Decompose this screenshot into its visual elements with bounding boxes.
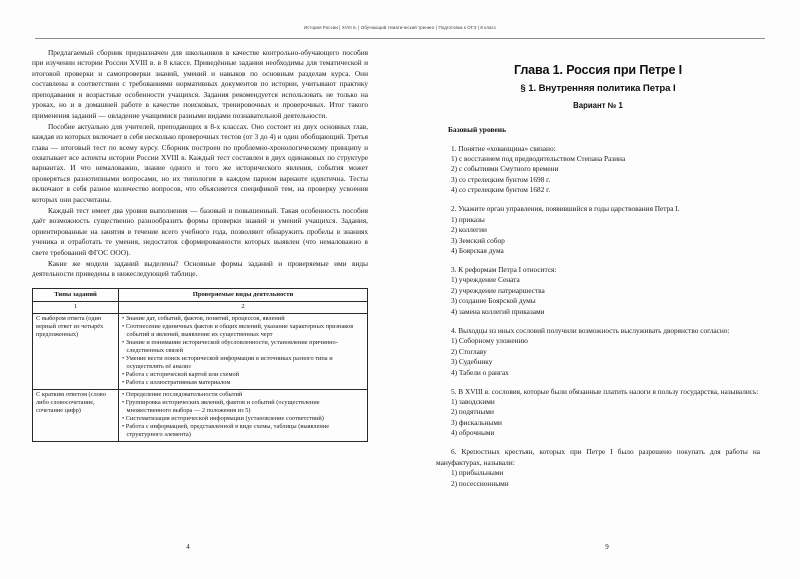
question-stem: 1. Понятие «хованщина» связано: <box>451 143 556 153</box>
activities-short-answer <box>119 389 368 441</box>
task-type-choice: С выбором ответа (один верный ответ из четырёх предложенных) <box>33 313 119 389</box>
table-number-row <box>33 302 368 314</box>
question-1 <box>436 144 760 196</box>
option-item[interactable]: 4) Боярская дума <box>451 246 504 256</box>
question-stem: 6. Крепостных крестьян, которых при Петре I было разрешено покупать для работы на мануфактурах, называли: <box>436 447 760 467</box>
running-header: История России | XVIII в. | Обучающий тематический тренинг | Подготовка к ОГЭ | 8 класс <box>303 25 497 30</box>
option-item[interactable]: 2) подятными <box>451 407 494 417</box>
option-item[interactable]: 3) фискальными <box>451 417 502 427</box>
question-stem: 4. Выходцы из иных сословий получили возможность выслуживать дворянство согласно: <box>451 325 730 335</box>
task-models-table <box>32 288 368 441</box>
question-stem: 5. В XVIII в. сословия, которые были обязанные платить налоги в пользу государства, назывались: <box>451 386 759 396</box>
question-stem: 3. К реформам Петра I относится: <box>451 265 557 275</box>
activity-item: • Определение последовательности событий <box>122 391 243 399</box>
activity-item: • Работа с информацией, представленной в виде схемы, таблицы (выявление структурного элемента) <box>122 422 330 438</box>
question-4 <box>436 326 760 378</box>
option-item[interactable]: 2) с событиями Смутного времени <box>451 164 559 174</box>
option-item[interactable]: 3) создание Боярской думы <box>451 296 536 306</box>
activity-item: • Группировка исторических явлений, фактов и событий (осуществление множественного выбора — 2 положения из 5) <box>122 399 320 414</box>
question-3 <box>436 265 760 317</box>
task-type-short-answer: С кратким ответом (слово либо словосочетание, сочетание цифр) <box>33 389 119 441</box>
column-number-2: 2 <box>119 302 368 314</box>
section-title: § 1. Внутренняя политика Петра I <box>520 83 676 94</box>
intro-paragraph-2: Пособие актуально для учителей, преподающих в 8-х классах. Оно состоит из двух основных глав, каждая из которых включает в себя несколько проверочных тестов (от 3 до 4) и один обобщающий. Третья глава — итоговый тест по всему курсу. Сборник построен по проблемно-хронологическому принципу и охватывает все аспекты истории России XVIII в. Каждый тест составлен в двух одинаковых по структуре вариантах. И что немаловажно, знание одного и того же исторического явления, события может проверяться разнотипными вопросами, но их типология в каждом парном варианте идентична. Тесты включают в себя разное количество вопросов, что объясняется спецификой тем, на проверку усвоения которых они рассчитаны. <box>32 121 368 204</box>
intro-paragraph-3: Каждый тест имеет два уровня выполнения — базовый и повышенный. Такая особенность пособия даёт возможность существенно разнообразить формы проверки знаний и умений учащихся. Задания, ориентированные на занятия в течение всего учебного года, позволяют обнаружить пробелы в знаниях ученика и отработать те умения, недостаток сформированности которых выявлен (что немаловажно в свете требований ФГОС ООО). <box>32 205 368 257</box>
option-item[interactable]: 3) со стрелецким бунтом 1698 г. <box>451 174 551 184</box>
activity-item: • Соотнесение единичных фактов и общих явлений, указание характерных признаков событий и явлений, выявление их существенных черт <box>122 323 354 339</box>
chapter-title: Глава 1. Россия при Петре I <box>513 63 683 77</box>
option-item[interactable]: 4) замена коллегий приказами <box>451 306 545 316</box>
activity-item: • Умение вести поиск исторической информации в источниках разного типа и осуществлять её анализ <box>122 355 333 370</box>
page-number-left: 4 <box>186 543 190 551</box>
option-item[interactable]: 1) приказы <box>451 214 485 224</box>
question-2 <box>436 204 760 256</box>
question-options <box>436 275 760 317</box>
question-5 <box>436 387 760 439</box>
table-header-row <box>33 289 368 302</box>
table-row <box>33 389 368 441</box>
option-item[interactable]: 3) Земский собор <box>451 235 505 245</box>
activity-item: • Систематизация исторической информации (установление соответствий) <box>122 414 324 422</box>
activities-choice <box>119 313 368 389</box>
column-number-1: 1 <box>33 302 119 314</box>
question-options <box>436 215 760 257</box>
option-item[interactable]: 2) посессионными <box>451 478 509 488</box>
option-item[interactable]: 1) Соборному уложению <box>451 336 528 346</box>
question-options <box>436 154 760 196</box>
variant-title: Вариант № 1 <box>573 101 623 110</box>
activity-item: • Работа с исторической картой или схемой <box>122 370 240 378</box>
option-item[interactable]: 3) Судебнику <box>451 357 493 367</box>
page-number-right: 9 <box>605 543 609 551</box>
activity-item: • Знание и понимание исторической обусловленности, установление причинно-следственных связей <box>122 339 338 355</box>
option-item[interactable]: 2) Стоглаву <box>451 346 487 356</box>
option-item[interactable]: 4) оброчными <box>451 428 495 438</box>
option-item[interactable]: 1) заводскими <box>451 397 495 407</box>
option-item[interactable]: 2) учреждение патриаршества <box>451 285 545 295</box>
option-item[interactable]: 4) Табели о рангах <box>451 367 509 377</box>
question-6 <box>436 447 760 489</box>
table-row <box>33 313 368 389</box>
question-options <box>436 468 760 489</box>
column-header-task-types: Типы заданий <box>33 289 119 302</box>
option-item[interactable]: 2) коллегии <box>451 225 487 235</box>
option-item[interactable]: 1) с восстанием под предводительством Степана Разина <box>451 153 626 163</box>
intro-paragraph-4: Какие же модели заданий выделены? Основные формы заданий и проверяемые ими виды деятельности приведены в нижеследующей таблице. <box>32 258 368 279</box>
option-item[interactable]: 1) учреждение Сената <box>451 275 520 285</box>
question-stem: 2. Укажите орган управления, появившийся в годы царствования Петра I. <box>451 204 680 214</box>
question-options <box>436 336 760 378</box>
option-item[interactable]: 1) прибыльными <box>451 468 504 478</box>
intro-paragraph-1: Предлагаемый сборник предназначен для школьников в качестве контрольно-обучающего пособия при изучении истории России XVIII в. в 8 классе. Приведённые задания необходимы для тематической и итоговой проверки и самопроверки знаний, умений и навыков по основным разделам курса. Они составлены в соответствии с требованиями нормативных документов по истории, учитывают практику преподавания и возрастные особенности учащихся. Задания рекомендуется использовать не только на уроках, но и в домашней работе в качестве поисковых, тренировочных и проверочных. Итог такого применения заданий — овладение учащимися разными видами познавательной деятельности. <box>32 48 368 120</box>
option-item[interactable]: 4) со стрелецким бунтом 1682 г. <box>451 185 551 195</box>
question-options <box>436 397 760 439</box>
activity-item: • Знание дат, событий, фактов, понятий, процессов, явлений <box>122 315 285 323</box>
column-header-activities: Проверяемые виды деятельности <box>119 289 368 302</box>
right-page <box>400 0 800 579</box>
activity-item: • Работа с иллюстративным материалом <box>122 378 231 386</box>
level-label: Базовый уровень <box>448 125 507 134</box>
